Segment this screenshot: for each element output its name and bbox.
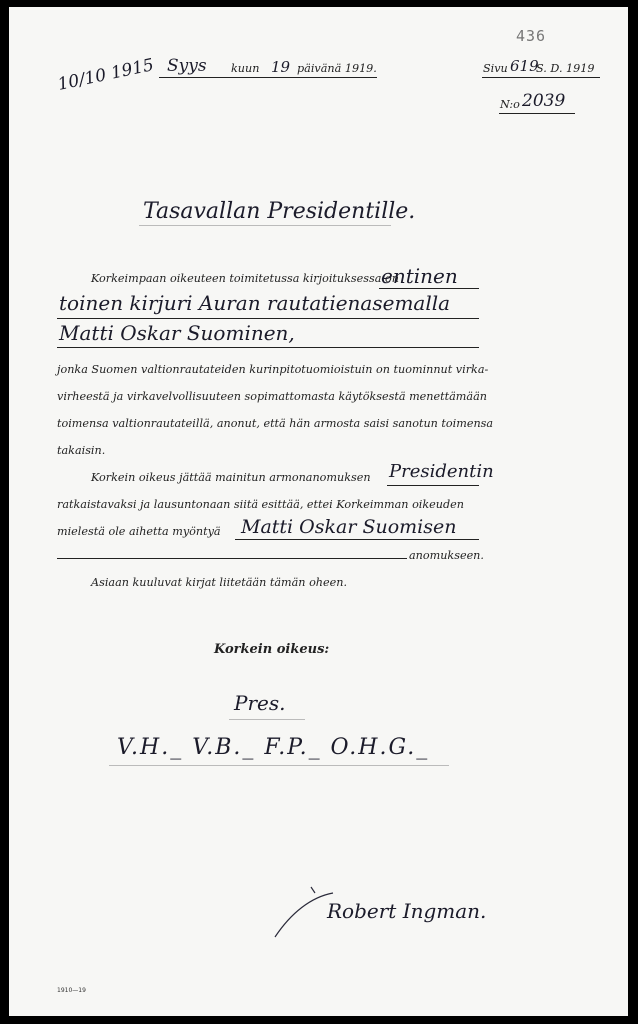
month-suffix: kuun bbox=[231, 62, 260, 75]
p3: Asiaan kuuluvat kirjat liitetään tämän oheen. bbox=[91, 576, 348, 589]
collection-label: S. D. 1919 bbox=[536, 62, 595, 75]
number-underline bbox=[499, 113, 575, 114]
page-label: Sivu bbox=[483, 62, 508, 75]
number-handwritten: 2039 bbox=[522, 91, 566, 111]
p1-line2: virheestä ja virkavelvollisuuteen sopimattomasta käytöksestä menettämään bbox=[57, 390, 487, 403]
p2-end: anomukseen. bbox=[409, 549, 484, 562]
pres-signature: Pres. bbox=[234, 691, 286, 715]
p1-line4: takaisin. bbox=[57, 444, 106, 457]
p1-line1: jonka Suomen valtionrautateiden kurinpitotuomioistuin on tuominnut virka- bbox=[57, 363, 489, 376]
day-handwritten: 19 bbox=[271, 58, 291, 76]
p2-rule1 bbox=[387, 485, 479, 486]
p2-rule3 bbox=[57, 558, 407, 559]
p1-hand1: entinen bbox=[381, 264, 458, 288]
p2-rule2 bbox=[235, 539, 479, 540]
number-label: N:o bbox=[500, 98, 520, 111]
p1-rule2 bbox=[57, 318, 479, 319]
court-label: Korkein oikeus: bbox=[214, 642, 330, 657]
p2-line2: ratkaistavaksi ja lausuntonaan siitä esittää, ettei Korkeimman oikeuden bbox=[57, 498, 464, 511]
p1-hand3: Matti Oskar Suominen, bbox=[59, 321, 295, 345]
initials-underline bbox=[109, 765, 449, 766]
p1-printed: Korkeimpaan oikeuteen toimitetussa kirjoituksessa on bbox=[91, 272, 399, 285]
margin-note: 10/10 1915 bbox=[55, 55, 156, 95]
date-underline bbox=[159, 77, 377, 78]
p1-hand2: toinen kirjuri Auran rautatienasemalla bbox=[59, 291, 451, 315]
p1-line3: toimensa valtionrautateillä, anonut, että hän armosta saisi sanotun toimensa bbox=[57, 417, 494, 430]
p2-line3: mielestä ole aihetta myöntyä bbox=[57, 525, 221, 538]
pres-underline bbox=[229, 719, 305, 720]
p1-rule1 bbox=[379, 288, 479, 289]
signature-flourish bbox=[271, 883, 341, 943]
p1-rule3 bbox=[57, 347, 479, 348]
page-underline bbox=[482, 77, 600, 78]
page-handwritten: 619 bbox=[510, 57, 539, 75]
initials-signatures: V.H._ V.B._ F.P._ O.H.G._ bbox=[117, 735, 430, 760]
day-label: päivänä 1919. bbox=[297, 62, 377, 75]
month-handwritten: Syys bbox=[167, 56, 207, 76]
addressee-underline bbox=[139, 225, 391, 226]
p2-printed: Korkein oikeus jättää mainitun armonanomuksen bbox=[91, 471, 371, 484]
addressee: Tasavallan Presidentille. bbox=[143, 199, 416, 224]
signer-signature: Robert Ingman. bbox=[327, 899, 487, 923]
print-code: 1910—19 bbox=[57, 987, 86, 994]
document-page bbox=[9, 7, 628, 1016]
archive-number: 436 bbox=[516, 27, 547, 45]
p2-hand: Presidentin bbox=[389, 461, 494, 482]
p2-hand2: Matti Oskar Suomisen bbox=[241, 516, 457, 538]
